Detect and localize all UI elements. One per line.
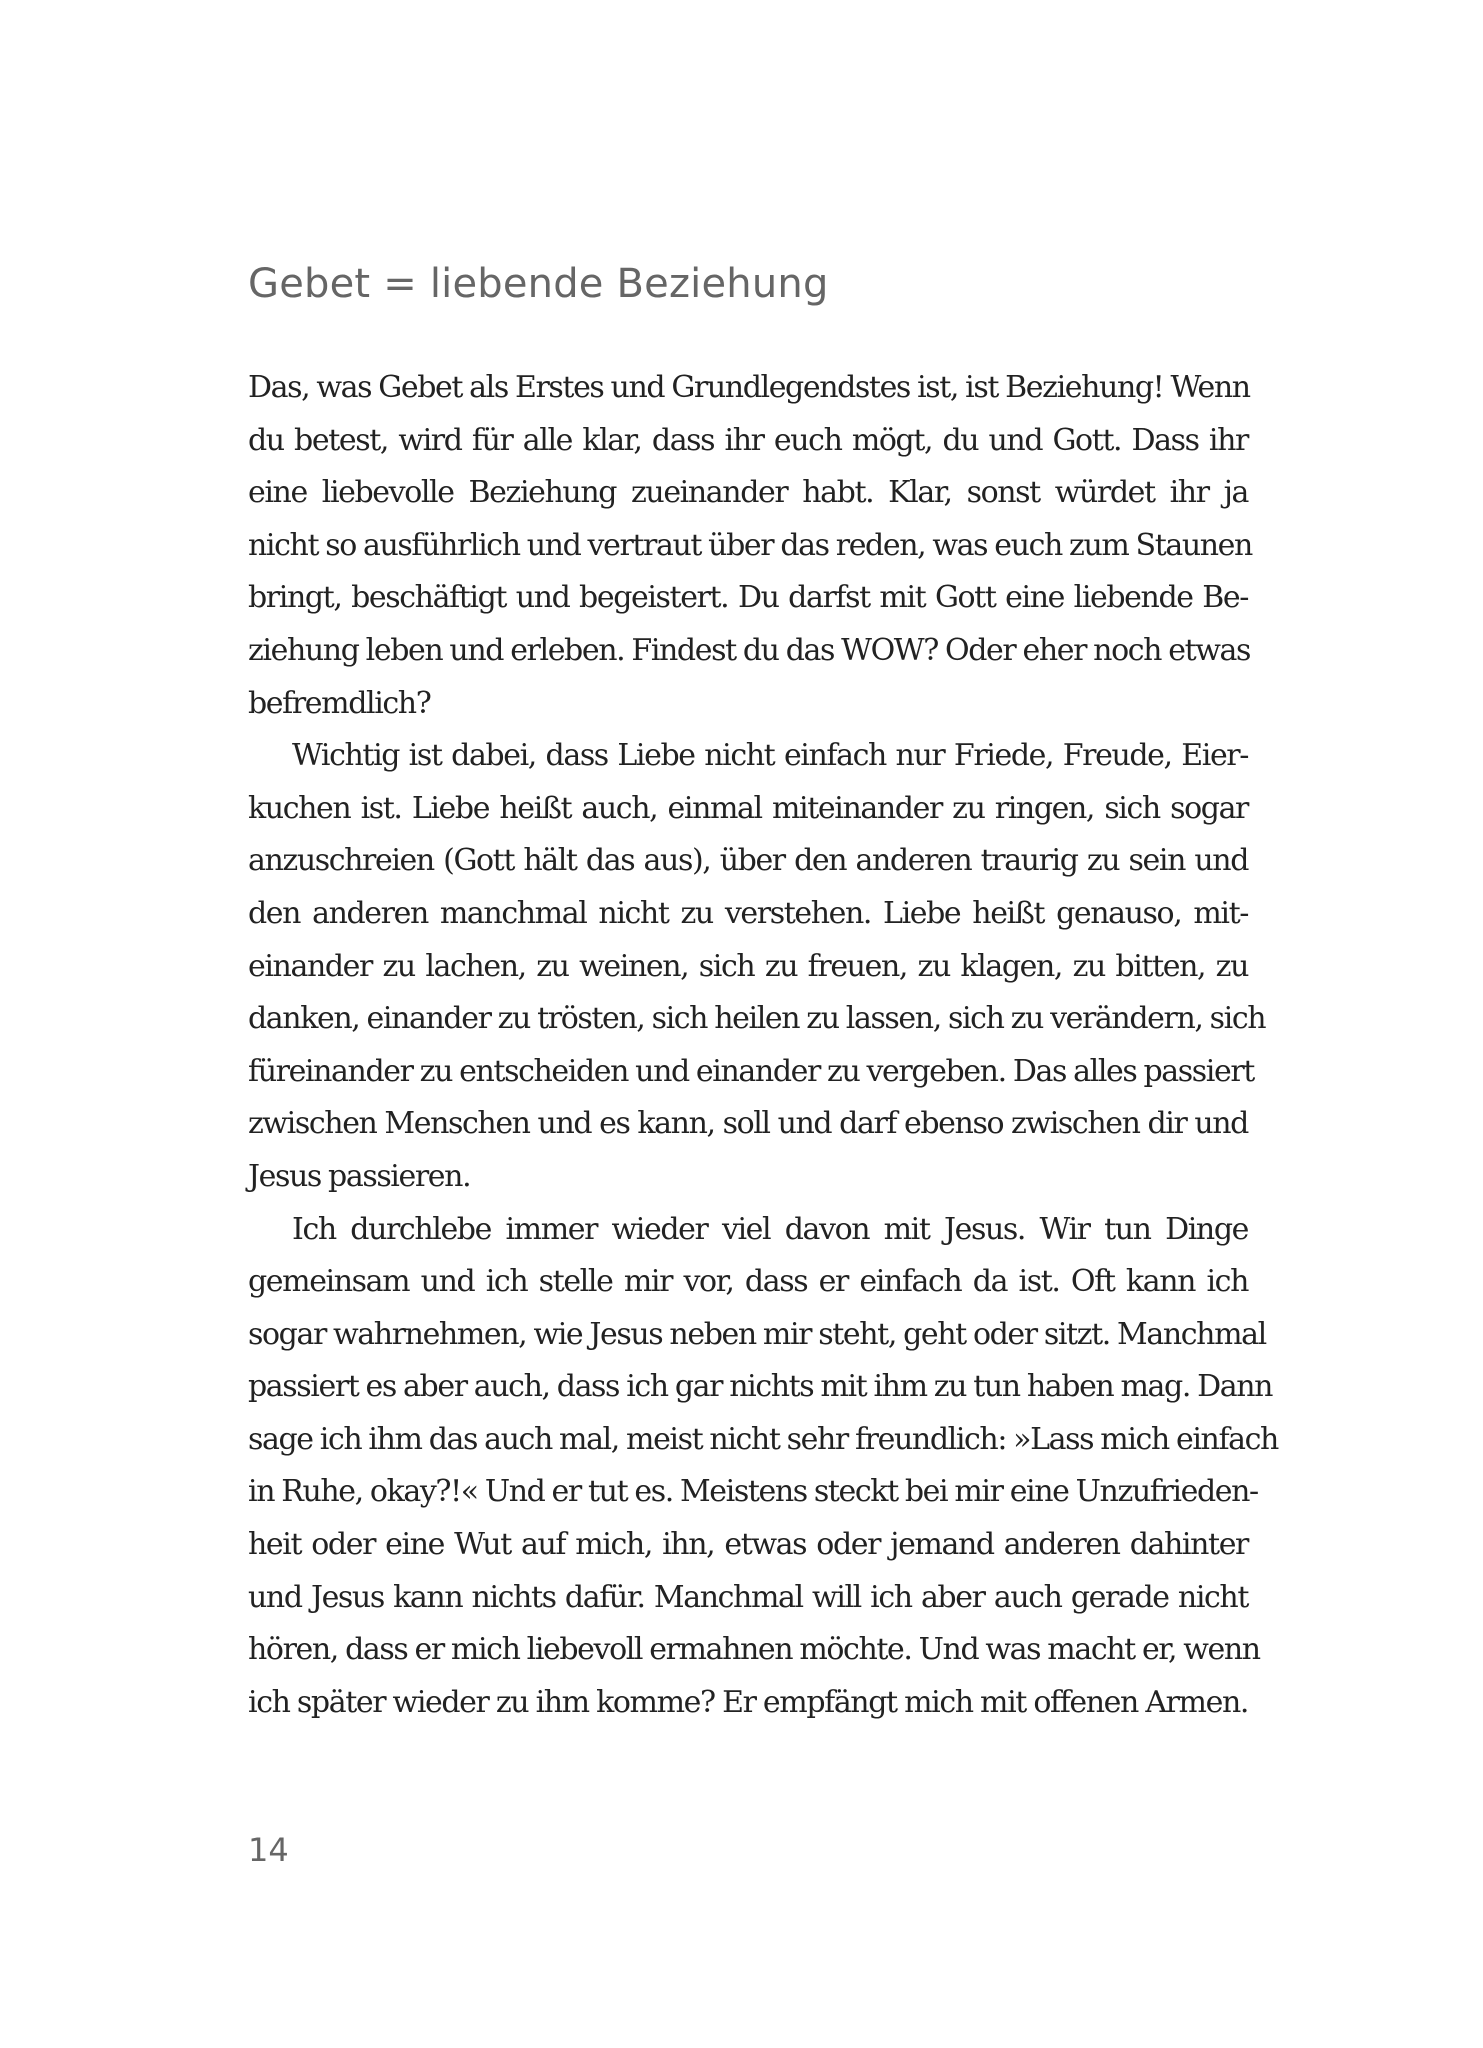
text-line: ziehung leben und erleben. Findest du das WOW? Oder eher noch etwas [248, 632, 1250, 668]
text-line: Jesus passieren. [248, 1158, 471, 1194]
section-heading: Gebet = liebende Beziehung [248, 261, 829, 307]
text-line: heit oder eine Wut auf mich, ihn, etwas oder jemand anderen dahinter [248, 1527, 1248, 1563]
paragraph-1 [248, 362, 1252, 730]
text-line: kuchen ist. Liebe heißt auch, einmal miteinander zu ringen, sich sogar [248, 790, 1248, 826]
text-line: eine liebevolle Beziehung zueinander habt. Klar, sonst würdet ihr ja [248, 475, 1248, 511]
text-line: sage ich ihm das auch mal, meist nicht sehr freundlich: »Lass mich einfach [248, 1421, 1278, 1457]
text-line: Ich durchlebe immer wieder viel davon mit Jesus. Wir tun Dinge [292, 1211, 1248, 1247]
text-line: gemeinsam und ich stelle mir vor, dass er einfach da ist. Oft kann ich [248, 1264, 1248, 1300]
page-number: 14 [248, 1831, 289, 1869]
text-line: zwischen Menschen und es kann, soll und darf ebenso zwischen dir und [248, 1106, 1248, 1142]
body-text [248, 362, 1278, 1729]
paragraph-2 [248, 730, 1266, 1203]
text-line: passiert es aber auch, dass ich gar nichts mit ihm zu tun haben mag. Dann [248, 1369, 1273, 1405]
text-line: anzuschreien (Gott hält das aus), über den anderen traurig zu sein und [248, 843, 1248, 879]
text-line: Das, was Gebet als Erstes und Grundlegendstes ist, ist Beziehung! Wenn [248, 370, 1250, 405]
text-line: hören, dass er mich liebevoll ermahnen möchte. Und was macht er, wenn [248, 1632, 1260, 1668]
text-line: befremdlich? [248, 685, 431, 721]
text-line: einander zu lachen, zu weinen, sich zu freuen, zu klagen, zu bitten, zu [248, 948, 1248, 984]
text-line: sogar wahrnehmen, wie Jesus neben mir steht, geht oder sitzt. Manchmal [248, 1316, 1266, 1352]
text-line: und Jesus kann nichts dafür. Manchmal will ich aber auch gerade nicht [248, 1579, 1248, 1615]
text-line: danken, einander zu trösten, sich heilen zu lassen, sich zu verändern, sich [248, 1001, 1266, 1037]
text-line: füreinander zu entscheiden und einander zu vergeben. Das alles passiert [248, 1053, 1254, 1089]
text-line: nicht so ausführlich und vertraut über das reden, was euch zum Staunen [248, 527, 1252, 563]
text-line: ich später wieder zu ihm komme? Er empfängt mich mit offenen Armen. [248, 1684, 1248, 1720]
text-line: du betest, wird für alle klar, dass ihr euch mögt, du und Gott. Dass ihr [248, 422, 1248, 458]
paragraph-3 [248, 1204, 1278, 1730]
text-line: den anderen manchmal nicht zu verstehen. Liebe heißt genauso, mit- [248, 895, 1248, 931]
text-line: bringt, beschäftigt und begeistert. Du darfst mit Gott eine liebende Be- [248, 580, 1248, 616]
text-line: in Ruhe, okay?!« Und er tut es. Meistens steckt bei mir eine Unzufrieden- [248, 1474, 1258, 1510]
text-line: Wichtig ist dabei, dass Liebe nicht einfach nur Friede, Freude, Eier- [292, 738, 1248, 774]
